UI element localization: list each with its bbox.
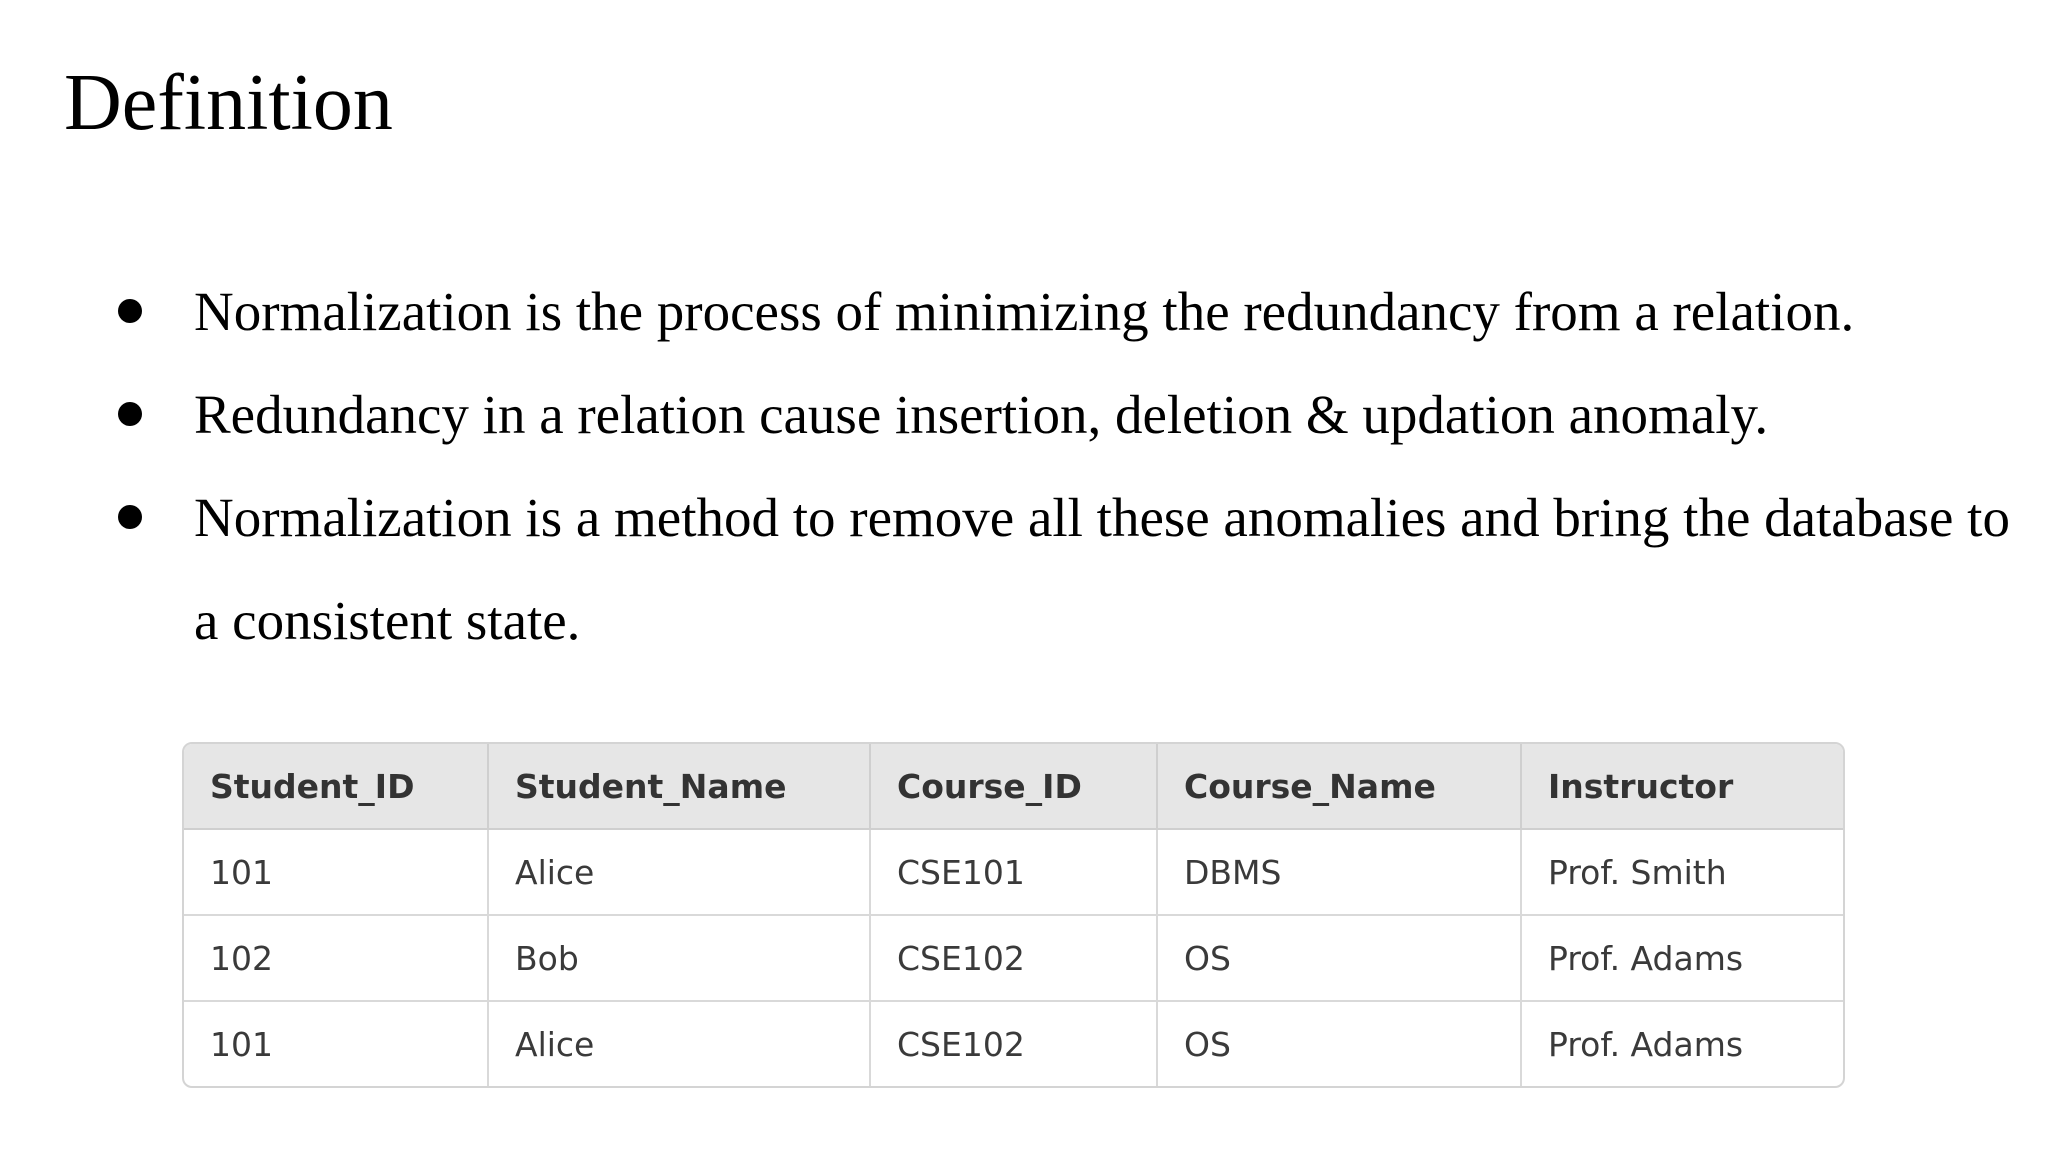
cell-course-name: OS — [1157, 1001, 1521, 1086]
cell-course-id: CSE102 — [870, 1001, 1157, 1086]
table-header-row — [184, 744, 1843, 829]
table-row — [184, 1001, 1843, 1086]
bullet-text: Normalization is a method to remove all these anomalies and bring the database to a consistent state. — [194, 487, 2010, 651]
table-row — [184, 829, 1843, 915]
cell-instructor: Prof. Adams — [1521, 915, 1843, 1001]
bullet-item — [116, 363, 2016, 466]
cell-student-id: 101 — [184, 1001, 488, 1086]
header-course-id: Course_ID — [870, 744, 1157, 829]
bullet-dot-icon — [118, 299, 142, 323]
cell-course-id: CSE101 — [870, 829, 1157, 915]
cell-student-name: Bob — [488, 915, 870, 1001]
header-student-name: Student_Name — [488, 744, 870, 829]
cell-course-name: OS — [1157, 915, 1521, 1001]
cell-instructor: Prof. Smith — [1521, 829, 1843, 915]
bullet-item — [116, 466, 2016, 672]
table-row — [184, 915, 1843, 1001]
bullet-item — [116, 260, 2016, 363]
cell-instructor: Prof. Adams — [1548, 1024, 1744, 1064]
cell-student-name: Alice — [488, 829, 870, 915]
bullet-text: Redundancy in a relation cause insertion, deletion & updation anomaly. — [194, 384, 1769, 445]
bullet-list — [116, 260, 2016, 672]
data-table — [184, 744, 1843, 1086]
bullet-dot-icon — [118, 505, 142, 529]
bullet-text: Normalization is the process of minimizing the redundancy from a relation. — [194, 281, 1855, 342]
cell-student-name: Alice — [488, 1001, 870, 1086]
bullet-dot-icon — [118, 402, 142, 426]
header-student-id: Student_ID — [184, 744, 488, 829]
cell-student-id: 102 — [184, 915, 488, 1001]
cell-course-name: DBMS — [1157, 829, 1521, 915]
student-course-table — [182, 742, 1845, 1088]
cell-student-id: 101 — [184, 829, 488, 915]
header-course-name: Course_Name — [1157, 744, 1521, 829]
cell-course-id: CSE102 — [870, 915, 1157, 1001]
slide-title: Definition — [64, 59, 393, 147]
header-instructor: Instructor — [1521, 744, 1843, 829]
